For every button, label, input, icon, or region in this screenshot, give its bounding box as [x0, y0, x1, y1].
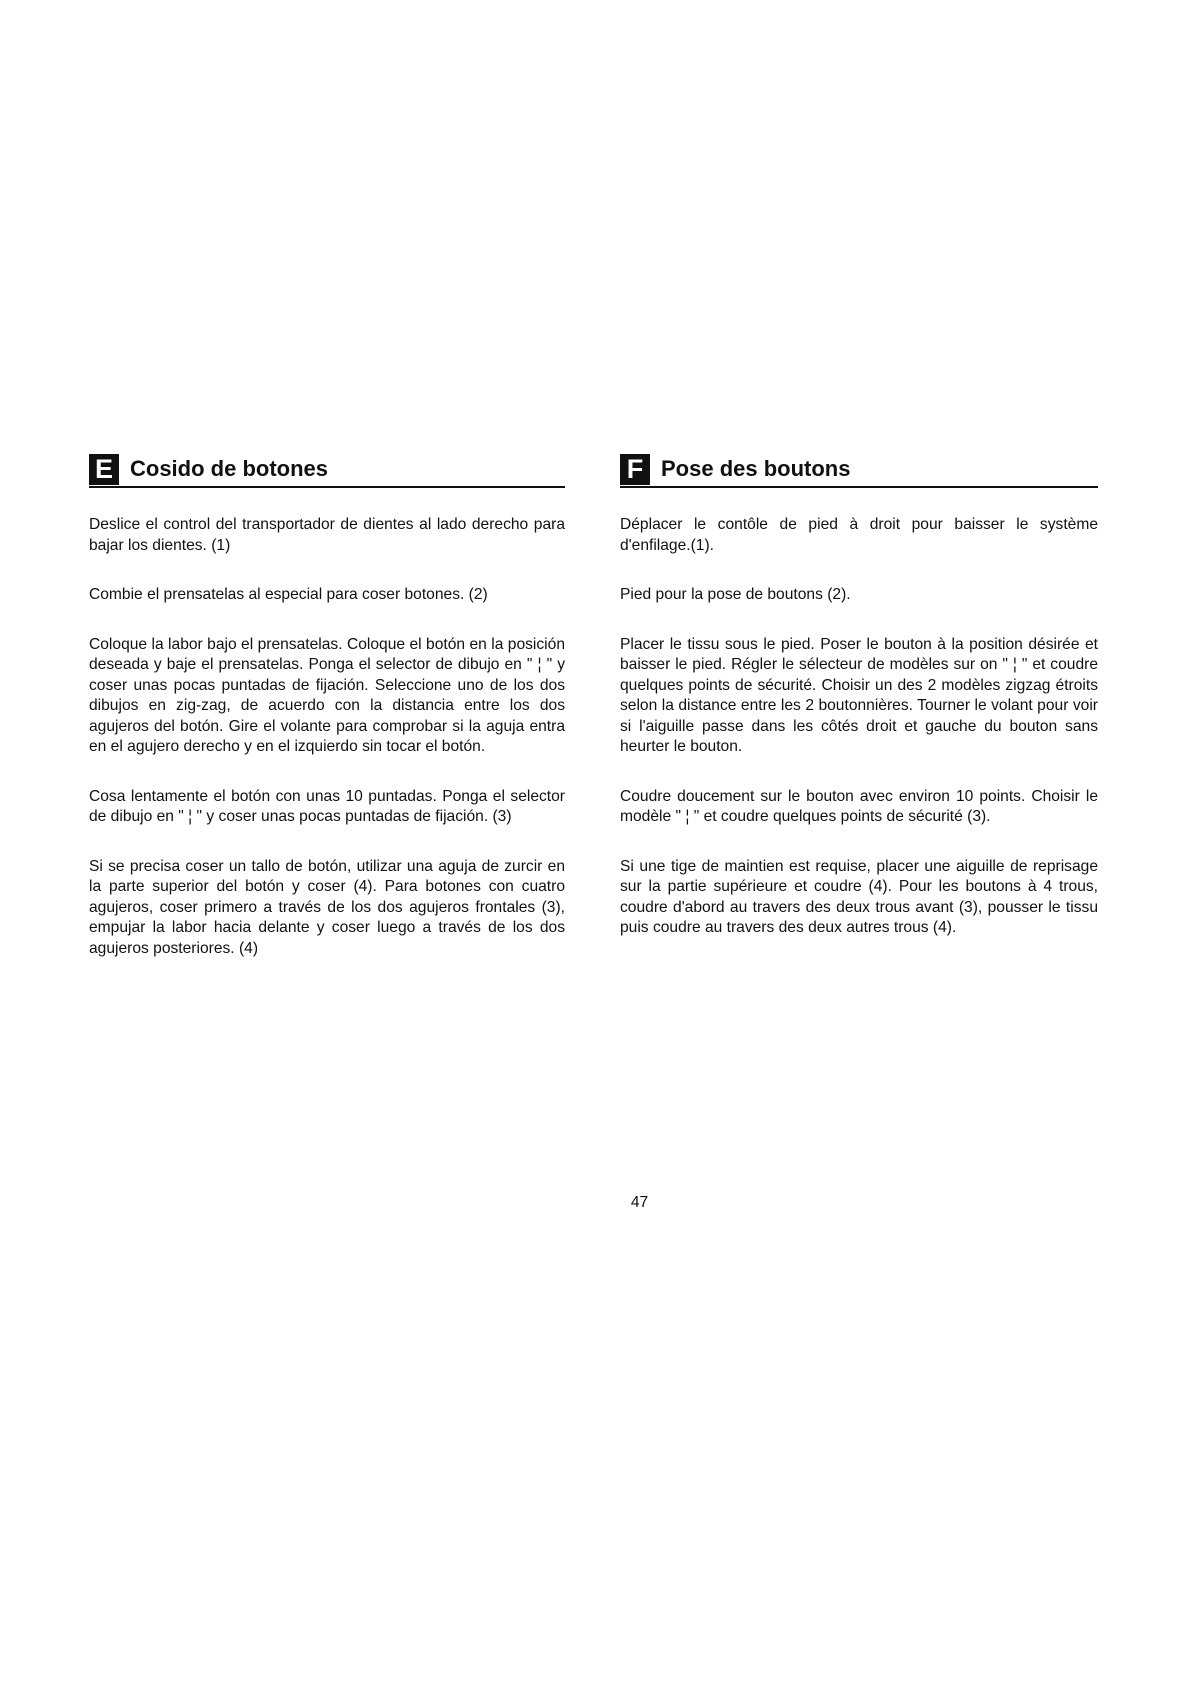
french-section-header — [620, 452, 1098, 488]
spanish-section-header — [89, 452, 565, 488]
paragraph: Déplacer le contôle de pied à droit pour baisser le système d'enfilage.(1). — [620, 516, 1098, 554]
page-number: 47 — [630, 1194, 649, 1211]
paragraph: Pied pour la pose de boutons (2). — [620, 586, 851, 603]
paragraph: Coloque la labor bajo el prensatelas. Coloque el botón en la posición deseada y baje el prensatelas. Ponga el selector de dibujo en " ¦ " y coser unas pocas puntadas de fijación. Seleccione uno de los dos dibujos en zig-zag, de acuerdo con la distancia entre los dos agujeros del botón. Gire el volante para comprobar si la aguja entra en el agujero derecho y en el izquierdo sin tocar el botón. — [89, 635, 565, 755]
section-title-french: Pose des boutons — [661, 456, 851, 481]
paragraph: Cosa lentamente el botón con unas 10 puntadas. Ponga el selector de dibujo en " ¦ " y coser unas pocas puntadas de fijación. (3) — [89, 787, 565, 825]
section-title-spanish: Cosido de botones — [130, 456, 328, 481]
spanish-section — [89, 452, 565, 988]
french-section — [620, 452, 1098, 968]
language-badge-f: F — [620, 454, 650, 485]
paragraph: Si une tige de maintien est requise, placer une aiguille de reprisage sur la partie supérieure et coudre (4). Pour les boutons à 4 trous, coudre d'abord au travers des deux trous avant (3), pousser le tissu puis coudre au travers des deux autres trous (4). — [620, 857, 1098, 936]
paragraph: Coudre doucement sur le bouton avec environ 10 points. Choisir le modèle " ¦ " et coudre quelques points de sécurité (3). — [620, 787, 1098, 825]
paragraph: Placer le tissu sous le pied. Poser le bouton à la position désirée et baisser le pied. Régler le sélecteur de modèles sur on " ¦ " et coudre quelques points de sécurité. Choisir un des 2 modèles zigzag étroits selon la distance entre les 2 boutonnières. Tourner le volant pour voir si l'aiguille passe dans les côtés droit et gauche du bouton sans heurter le bouton. — [620, 635, 1098, 755]
language-badge-e: E — [89, 454, 119, 485]
paragraph: Deslice el control del transportador de dientes al lado derecho para bajar los dientes. (1) — [89, 516, 565, 554]
paragraph: Si se precisa coser un tallo de botón, utilizar una aguja de zurcir en la parte superior del botón y coser (4). Para botones con cuatro agujeros, coser primero a través de los dos agujeros frontales (3), empujar la labor hacia delante y coser luego a través de los dos agujeros posteriores. (4) — [89, 857, 565, 957]
paragraph: Combie el prensatelas al especial para coser botones. (2) — [89, 586, 488, 603]
